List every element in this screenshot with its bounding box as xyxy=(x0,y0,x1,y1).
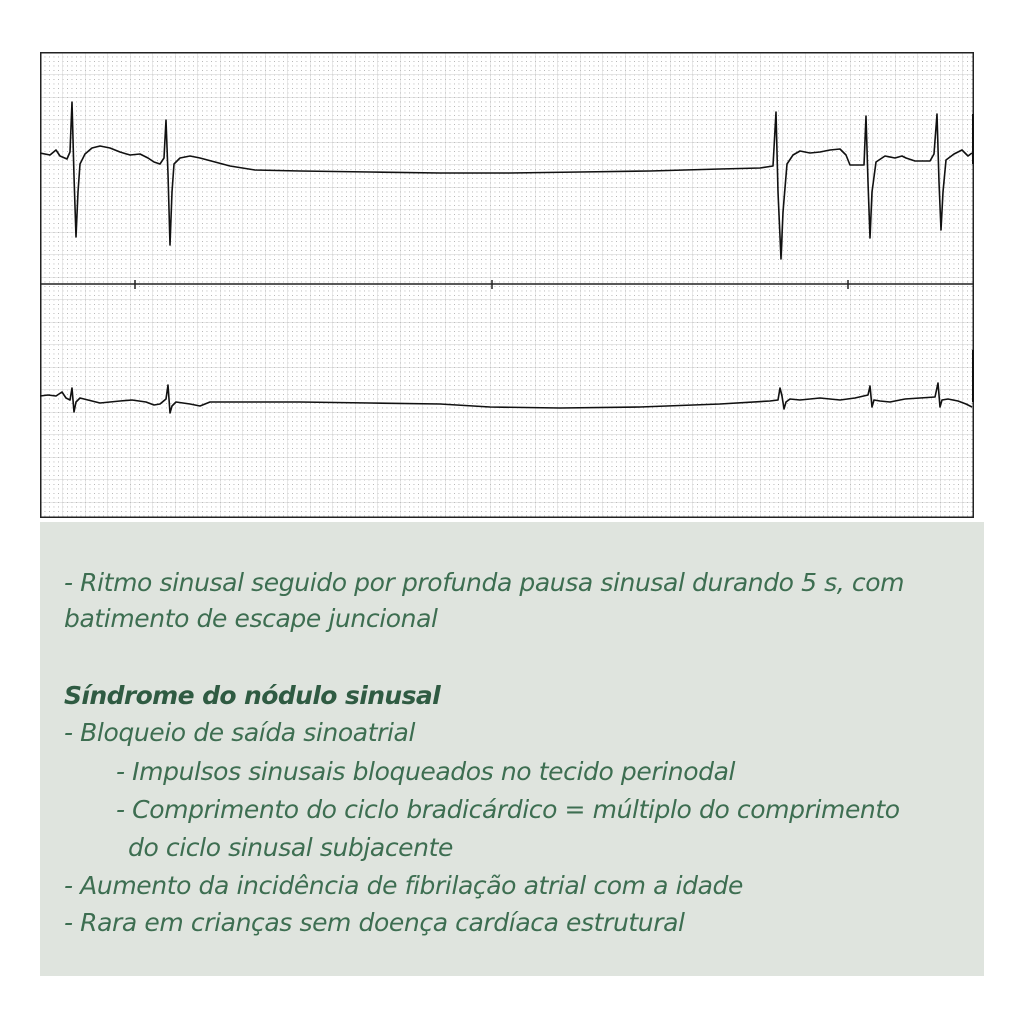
ecg-panel xyxy=(40,52,974,518)
caption-subitem-cycle-cont: do ciclo sinusal subjacente xyxy=(128,833,453,862)
caption-item-afib: - Aumento da incidência de fibrilação atrial com a idade xyxy=(64,871,743,900)
calibration-mark xyxy=(972,114,974,164)
caption-subitem-cycle: - Comprimento do ciclo bradicárdico = múltiplo do comprimento xyxy=(116,795,900,824)
caption-line-escape: batimento de escape juncional xyxy=(64,604,438,633)
caption-subitem-impulses: - Impulsos sinusais bloqueados no tecido perinodal xyxy=(116,757,736,786)
caption-item-children: - Rara em crianças sem doença cardíaca estrutural xyxy=(64,908,685,937)
caption-heading: Síndrome do nódulo sinusal xyxy=(64,681,441,710)
caption-line-rhythm: - Ritmo sinusal seguido por profunda pausa sinusal durando 5 s, com xyxy=(64,568,905,597)
ecg-rhythm-strip xyxy=(40,52,974,518)
caption-box xyxy=(40,522,984,976)
ecg-major-grid xyxy=(40,52,974,518)
caption-item-block: - Bloqueio de saída sinoatrial xyxy=(64,718,415,747)
calibration-mark xyxy=(972,350,974,402)
